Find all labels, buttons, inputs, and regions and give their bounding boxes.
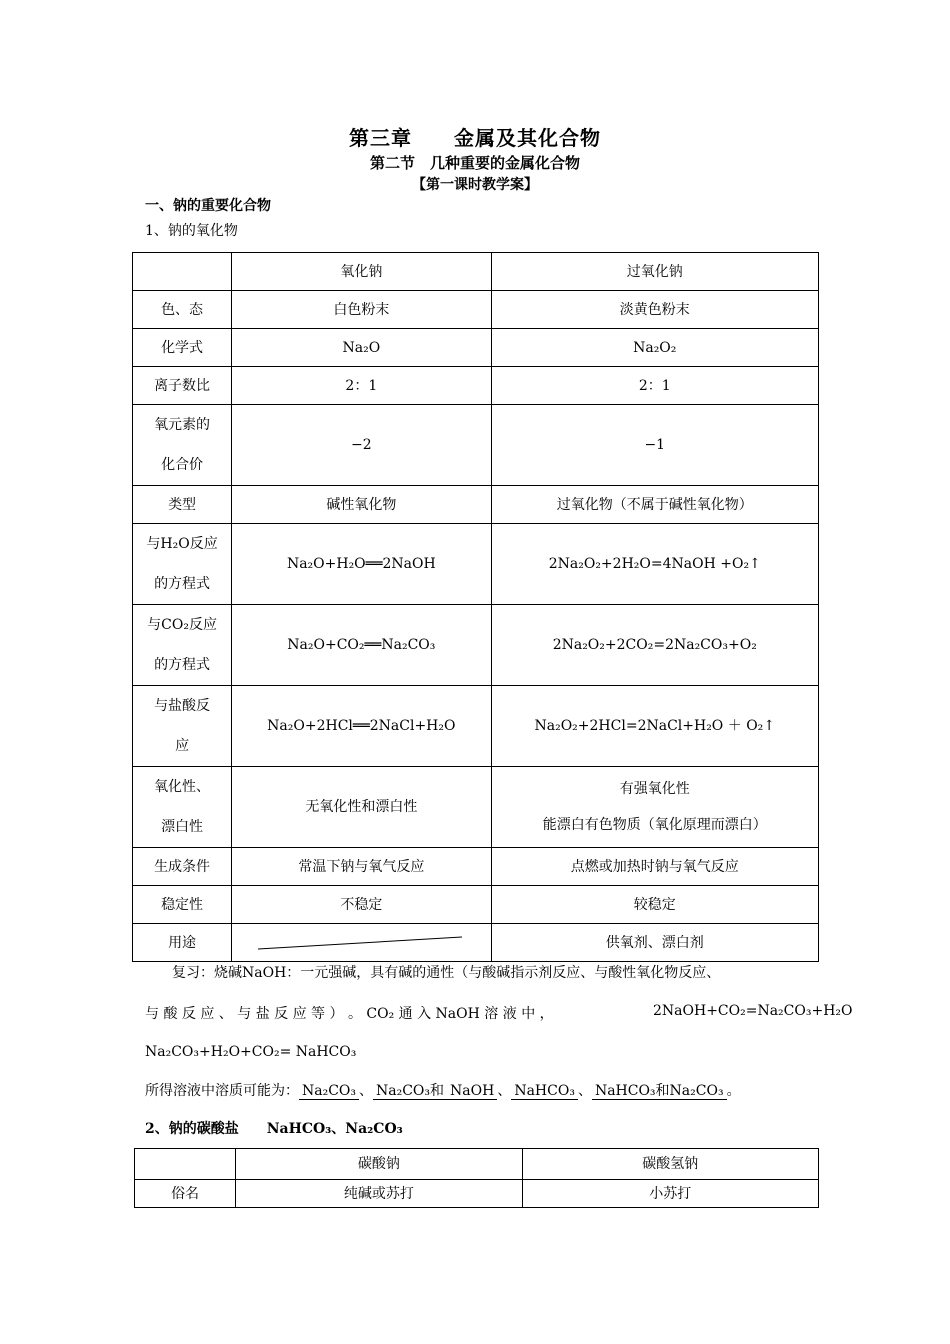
row-label: 用途 [133,924,232,962]
row-label-line: 与盐酸反 [154,698,211,714]
review-line-4 [145,1080,741,1100]
table-row [133,848,819,886]
table-cell: 较稳定 [491,886,818,924]
section-title: 第二节 几种重要的金属化合物 [369,154,580,172]
row-label: 化学式 [133,329,232,367]
row-label-line: 的方程式 [154,657,211,673]
table-header-row [135,1149,819,1180]
row-label: 生成条件 [133,848,232,886]
table-row [133,605,819,686]
table-cell: 过氧化钠 [491,253,818,291]
row-label-line: 化合价 [161,457,204,473]
row-label: 稳定性 [133,886,232,924]
table-cell [133,253,232,291]
separator: 、 [577,1083,592,1099]
table-cell: 2Na₂O₂+2CO₂=2Na₂CO₃+O₂ [491,605,818,686]
cell-line: 能漂白有色物质（氧化原理而漂白） [542,817,767,833]
row-label-line: 的方程式 [154,576,211,592]
row-label-line: 氧化性、 [154,779,211,795]
table-cell: 过氧化物（不属于碱性氧化物） [491,486,818,524]
table-row [133,886,819,924]
heading-sodium-compounds: 一、钠的重要化合物 [145,198,271,214]
table-cell [135,1149,236,1180]
row-label [133,686,232,767]
table-cell: 氧化钠 [232,253,491,291]
diagonal-strike-line [256,933,466,953]
row-label-line: 应 [175,738,190,754]
answer-blank: NaHCO₃和Na₂CO₃ [592,1083,727,1100]
table-cell: Na₂O₂ [491,329,818,367]
table-cell: 碳酸氢钠 [522,1149,818,1180]
table-cell: Na₂O+2HCl══2NaCl+H₂O [232,686,491,767]
table-row [133,486,819,524]
table-cell: 点燃或加热时钠与氧气反应 [491,848,818,886]
subheading-sodium-carbonates: 2、钠的碳酸盐 NaHCO₃、Na₂CO₃ [145,1121,403,1137]
row-label [133,767,232,848]
row-label-line: 与H₂O反应 [146,536,218,552]
table-cell: −2 [232,405,491,486]
row-label [133,605,232,686]
answer-blank: NaHCO₃ [511,1083,578,1100]
table-cell: 白色粉末 [232,291,491,329]
row-label [133,405,232,486]
answer-blank: Na₂CO₃ [299,1083,359,1100]
table-cell: 碱性氧化物 [232,486,491,524]
answers-prefix: 所得溶液中溶质可能为： [145,1083,299,1099]
table-cell: 2Na₂O₂+2H₂O=4NaOH +O₂↑ [491,524,818,605]
table-cell: 不稳定 [232,886,491,924]
review-line-1: 复习：烧碱NaOH：一元强碱，具有碱的通性（与酸碱指示剂反应、与酸性氧化物反应、 [172,965,721,981]
table-row [133,767,819,848]
table-cell: −1 [491,405,818,486]
table-cell: 碳酸钠 [236,1149,522,1180]
separator: 、 [359,1083,374,1099]
table-cell: 2：1 [491,367,818,405]
table-row [133,524,819,605]
review-line-2b: 2NaOH+CO₂=Na₂CO₃+H₂O [653,1003,853,1019]
subheading-sodium-oxides: 1、钠的氧化物 [145,223,238,239]
table-row [133,329,819,367]
row-label: 类型 [133,486,232,524]
sodium-carbonates-table [134,1148,819,1208]
answer-blank: Na₂CO₃和 [373,1083,447,1100]
table-cell: 淡黄色粉末 [491,291,818,329]
table-row [133,367,819,405]
table-cell: 小苏打 [522,1180,818,1208]
table-row [133,686,819,767]
separator: 、 [497,1083,512,1099]
cell-line: 有强氧化性 [619,781,690,797]
table-row [133,291,819,329]
row-label: 离子数比 [133,367,232,405]
table-row [135,1180,819,1208]
row-label: 色、态 [133,291,232,329]
table-cell: 无氧化性和漂白性 [232,767,491,848]
table-cell: Na₂O+CO₂══Na₂CO₃ [232,605,491,686]
row-label: 俗名 [135,1180,236,1208]
table-cell: 常温下钠与氧气反应 [232,848,491,886]
table-cell: Na₂O₂+2HCl=2NaCl+H₂O ＋ O₂↑ [491,686,818,767]
answer-blank: NaOH [447,1083,497,1100]
row-label-line: 与CO₂反应 [147,617,217,633]
review-line-3: Na₂CO₃+H₂O+CO₂= NaHCO₃ [145,1044,357,1060]
table-cell: 2：1 [232,367,491,405]
table-row [133,405,819,486]
table-cell: Na₂O [232,329,491,367]
row-label [133,524,232,605]
end-mark: 。 [726,1083,741,1099]
table-row [133,924,819,962]
table-cell: Na₂O+H₂O══2NaOH [232,524,491,605]
table-cell [491,767,818,848]
chapter-title: 第三章 金属及其化合物 [349,126,601,150]
empty-cell-strike [232,924,491,962]
table-cell: 供氧剂、漂白剂 [491,924,818,962]
row-label-line: 氧元素的 [154,417,211,433]
table-header-row [133,253,819,291]
table-cell: 纯碱或苏打 [236,1180,522,1208]
review-line-2a: 与 酸 反 应 、 与 盐 反 应 等 ） 。 CO₂ 通 入 NaOH 溶 液 中 ， [145,1006,554,1022]
lesson-title: 【第一课时教学案】 [412,177,538,193]
sodium-oxides-table [132,252,819,962]
row-label-line: 漂白性 [161,819,204,835]
